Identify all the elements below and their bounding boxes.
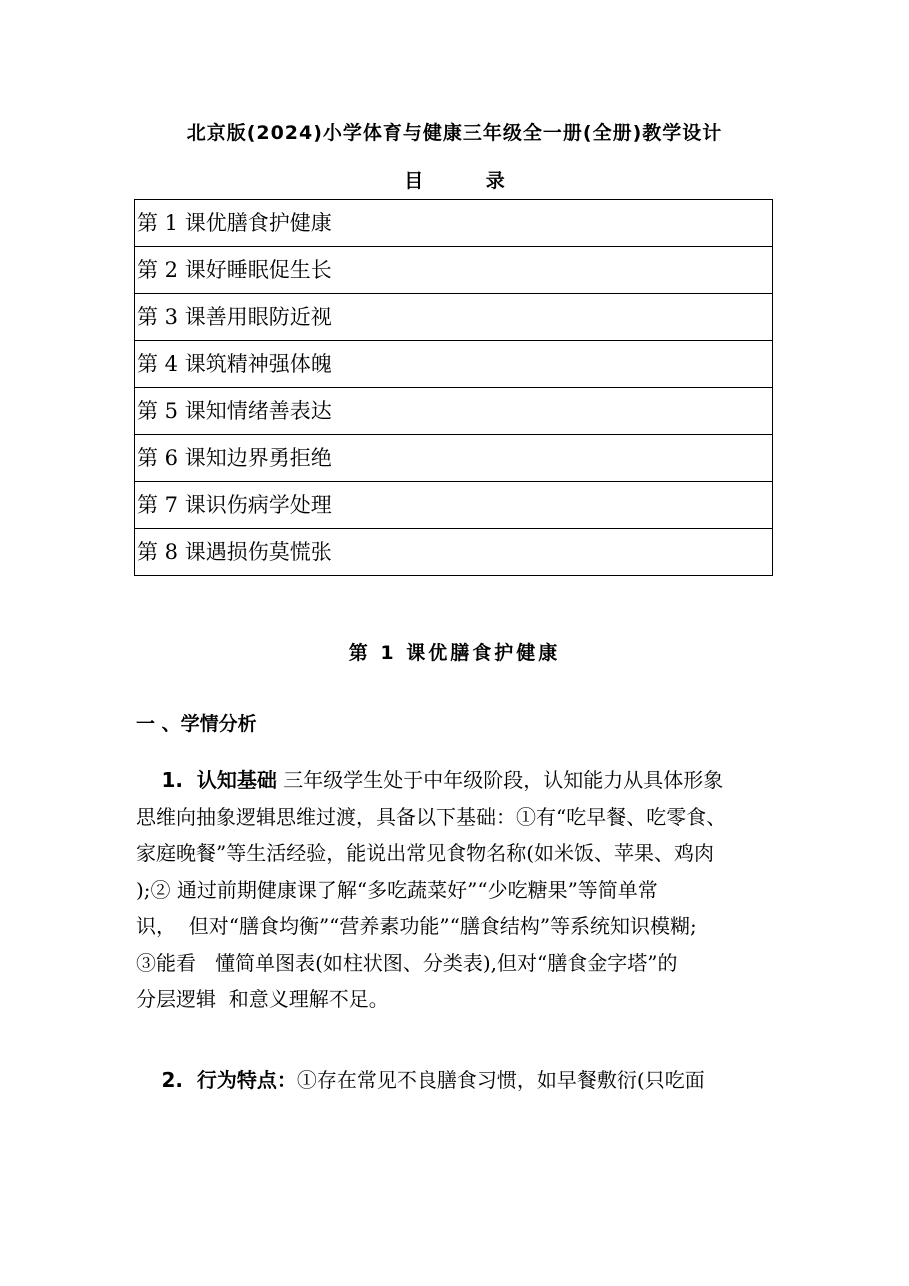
paragraph-line [136, 762, 776, 799]
paragraph-line: ③能看 懂简单图表(如柱状图、分类表),但对“膳食金字塔”的 [136, 950, 678, 975]
document-title: 北京版(2024)小学体育与健康三年级全一册(全册)教学设计 [186, 122, 723, 144]
toc-item: 第 7 课识伤病学处理 [135, 482, 773, 529]
toc-row [135, 529, 773, 576]
paragraph-line: 分层逻辑 和意义理解不足。 [136, 987, 389, 1011]
toc-item: 第 5 课知情绪善表达 [135, 388, 773, 435]
toc-heading: 目 录 [404, 170, 533, 192]
toc-item: 第 1 课优膳食护健康 [135, 200, 773, 247]
paragraph-line [136, 1062, 776, 1099]
toc-item: 第 3 课善用眼防近视 [135, 294, 773, 341]
toc-item: 第 4 课筑精神强体魄 [135, 341, 773, 388]
toc-row [135, 341, 773, 388]
toc-row [135, 200, 773, 247]
paragraph-line: 思维向抽象逻辑思维过渡，具备以下基础：①有“吃早餐、吃零食、 [136, 804, 727, 829]
paragraph-label: 2. 行为特点： [161, 1068, 297, 1092]
toc-item: 第 6 课知边界勇拒绝 [135, 435, 773, 482]
section-heading: 一 、学情分析 [136, 713, 257, 735]
paragraph-behavior-traits [136, 1062, 776, 1099]
toc-row [135, 294, 773, 341]
paragraph-text: 三年级学生处于中年级阶段，认知能力从具体形象 [276, 768, 724, 792]
paragraph-line: 识， 但对“膳食均衡”“营养素功能”“膳食结构”等系统知识模糊; [136, 914, 697, 938]
lesson-title: 第 1 课优膳食护健康 [348, 642, 561, 664]
table-of-contents [134, 199, 773, 576]
paragraph-line: 家庭晚餐”等生活经验，能说出常见食物名称(如米饭、苹果、鸡肉 [136, 841, 715, 865]
paragraph-label: 1. 认知基础 [161, 768, 277, 792]
paragraph-text: ①存在常见不良膳食习惯，如早餐敷衍(只吃面 [296, 1068, 705, 1092]
toc-row [135, 388, 773, 435]
paragraph-cognitive-basis [136, 762, 776, 1018]
toc-item: 第 2 课好睡眠促生长 [135, 247, 773, 294]
paragraph-line: );② 通过前期健康课了解“多吃蔬菜好”“少吃糖果”等简单常 [136, 877, 658, 902]
toc-row [135, 247, 773, 294]
toc-item: 第 8 课遇损伤莫慌张 [135, 529, 773, 576]
toc-row [135, 435, 773, 482]
toc-row [135, 482, 773, 529]
